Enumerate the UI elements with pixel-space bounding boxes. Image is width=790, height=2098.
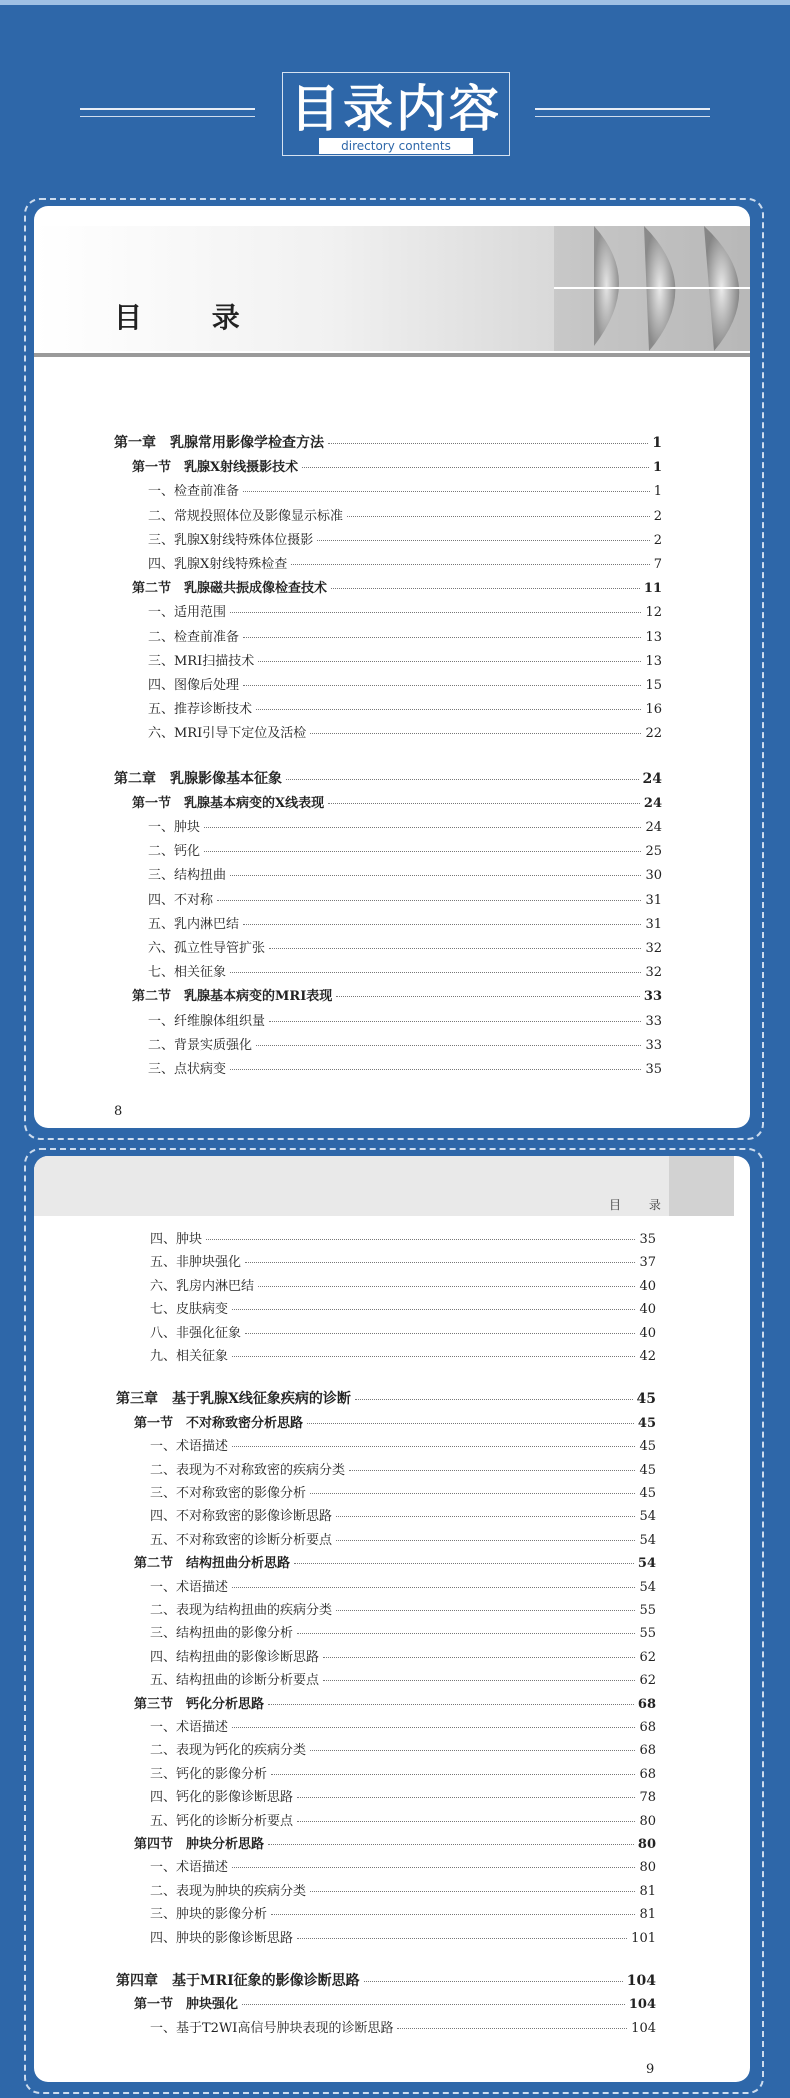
toc-page-number: 31: [645, 892, 662, 908]
toc-leader-dots: [331, 588, 640, 589]
toc-page-number: 54: [639, 1579, 656, 1595]
toc-item: [150, 1228, 656, 1247]
toc-leader-dots: [271, 1914, 635, 1915]
toc-label: 第一节 肿块强化: [134, 1997, 239, 2013]
toc-label: 第三节 钙化分析思路: [134, 1696, 265, 1712]
toc-leader-dots: [243, 637, 641, 638]
toc-label: 二、检查前准备: [148, 629, 240, 645]
toc-leader-dots: [230, 612, 641, 613]
toc-label: 八、非强化征象: [150, 1325, 242, 1341]
toc-page-number: 55: [639, 1626, 656, 1642]
toc-leader-dots: [336, 1540, 635, 1541]
toc-leader-dots: [336, 996, 640, 997]
page2-number: 9: [646, 2062, 655, 2077]
toc-item: [148, 722, 662, 741]
toc-label: 四、肿块的影像诊断思路: [150, 1930, 294, 1946]
toc-label: 四、肿块: [150, 1232, 203, 1247]
toc-leader-dots: [317, 540, 649, 541]
toc-leader-dots: [347, 516, 650, 517]
toc-section: [134, 1993, 656, 2012]
banner-subtitle: directory contents: [319, 138, 473, 154]
banner-title: 目录内容: [290, 80, 502, 138]
toc-page-number: 40: [639, 1325, 656, 1341]
toc-leader-dots: [310, 733, 641, 734]
page2-header-tab: [669, 1156, 734, 1216]
toc-page-number: 30: [645, 868, 662, 884]
toc-label: 二、表现为结构扭曲的疾病分类: [150, 1603, 333, 1618]
toc-leader-dots: [243, 491, 650, 492]
toc-label: 第一章 乳腺常用影像学检查方法: [114, 435, 324, 451]
toc-page-number: 35: [645, 1062, 662, 1077]
toc-label: 三、钙化的影像分析: [150, 1766, 268, 1782]
toc-chapter: [116, 1970, 656, 1990]
toc-leader-dots: [297, 1633, 635, 1634]
toc-page-number: 104: [628, 1997, 656, 2013]
toc-item: [148, 553, 662, 572]
toc-leader-dots: [256, 1045, 641, 1046]
toc-section: [134, 1552, 656, 1571]
toc-label: 第一节 乳腺X射线摄影技术: [132, 460, 299, 476]
toc-page-number: 24: [642, 770, 662, 787]
toc-label: 二、表现为钙化的疾病分类: [150, 1743, 307, 1759]
toc-page-number: 55: [639, 1603, 656, 1618]
toc-item: [148, 1034, 662, 1053]
toc-label: 五、乳内淋巴结: [148, 916, 240, 932]
toc-page-number: 7: [653, 557, 662, 572]
toc-page-number: 35: [639, 1232, 656, 1247]
toc-section: [134, 1833, 656, 1852]
toc-item: [150, 1576, 656, 1595]
toc-leader-dots: [269, 1021, 641, 1022]
toc-leader-dots: [256, 709, 641, 710]
toc-page-number: 81: [639, 1883, 656, 1899]
toc-leader-dots: [302, 467, 649, 468]
toc-label: 二、背景实质强化: [148, 1037, 253, 1053]
toc-leader-dots: [364, 1981, 623, 1982]
toc-page-number: 54: [639, 1509, 656, 1525]
toc-label: 第四节 肿块分析思路: [134, 1837, 265, 1852]
toc-section: [134, 1412, 656, 1431]
toc-leader-dots: [355, 1399, 633, 1400]
toc-section: [132, 985, 662, 1004]
toc-page-number: 81: [639, 1907, 656, 1923]
toc-label: 四、不对称: [148, 892, 214, 908]
toc-leader-dots: [232, 1587, 635, 1588]
toc-leader-dots: [204, 827, 641, 828]
toc-leader-dots: [243, 685, 641, 686]
toc-label: 一、检查前准备: [148, 484, 240, 500]
toc-leader-dots: [269, 948, 641, 949]
toc-page-number: 24: [645, 820, 662, 835]
toc-leader-dots: [291, 564, 649, 565]
toc-page-number: 40: [639, 1278, 656, 1294]
toc-page-number: 54: [639, 1532, 656, 1548]
toc-item: [148, 913, 662, 932]
toc-label: 六、孤立性导管扩张: [148, 941, 266, 956]
toc-label: 一、肿块: [148, 820, 201, 835]
toc-chapter: [114, 432, 662, 452]
toc-page-number: 1: [653, 484, 662, 500]
toc-leader-dots: [204, 851, 641, 852]
toc-page-number: 13: [645, 629, 662, 645]
mammogram-image: [554, 226, 750, 351]
toc-leader-dots: [232, 1727, 635, 1728]
toc-leader-dots: [232, 1309, 635, 1310]
toc-page-number: 45: [639, 1462, 656, 1478]
toc-label: 第一节 不对称致密分析思路: [134, 1415, 304, 1431]
toc-page-number: 13: [645, 653, 662, 669]
toc-label: 一、基于T2WI高信号肿块表现的诊断思路: [150, 2020, 394, 2036]
banner: [0, 0, 790, 190]
toc-page-number: 24: [643, 795, 662, 811]
toc-leader-dots: [258, 661, 641, 662]
toc-page-number: 33: [643, 989, 662, 1005]
toc-item: [150, 1529, 656, 1548]
page1-card: [34, 206, 750, 1128]
banner-rule-left: [80, 108, 255, 110]
toc-page-number: 68: [639, 1743, 656, 1759]
toc-label: 三、不对称致密的影像分析: [150, 1486, 307, 1501]
toc-label: 二、表现为肿块的疾病分类: [150, 1883, 307, 1899]
toc-page-number: 62: [639, 1649, 656, 1665]
toc-page-number: 33: [645, 1037, 662, 1053]
toc-leader-dots: [245, 1262, 635, 1263]
toc-label: 六、乳房内淋巴结: [150, 1278, 255, 1294]
toc-leader-dots: [243, 924, 641, 925]
toc-item: [148, 864, 662, 883]
toc-label: 第三章 基于乳腺X线征象疾病的诊断: [116, 1391, 351, 1408]
toc-leader-dots: [294, 1563, 634, 1564]
toc-label: 一、适用范围: [148, 605, 227, 621]
toc-page-number: 12: [645, 605, 662, 621]
toc-leader-dots: [328, 443, 648, 444]
toc-label: 九、相关征象: [150, 1349, 229, 1364]
toc-label: 三、结构扭曲的影像分析: [150, 1626, 294, 1642]
toc-label: 一、术语描述: [150, 1860, 229, 1876]
toc-leader-dots: [310, 1891, 635, 1892]
toc-page-number: 25: [645, 844, 662, 860]
toc-page-number: 40: [639, 1302, 656, 1318]
toc-section: [134, 1693, 656, 1712]
toc-label: 第二章 乳腺影像基本征象: [114, 770, 282, 787]
toc-leader-dots: [268, 1844, 634, 1845]
toc-item: [150, 2017, 656, 2036]
toc-item: [148, 937, 662, 956]
toc-item: [148, 601, 662, 620]
toc-item: [150, 1599, 656, 1618]
banner-rule-right-thin: [535, 116, 710, 117]
page2-card: [34, 1156, 750, 2082]
toc-page-number: 68: [637, 1696, 656, 1712]
toc-label: 第二节 乳腺磁共振成像检查技术: [132, 581, 328, 597]
toc-leader-dots: [245, 1333, 635, 1334]
toc-item: [150, 1880, 656, 1899]
page1-header-title: 目 录: [114, 301, 270, 334]
toc-page-number: 2: [653, 508, 662, 524]
toc-leader-dots: [217, 900, 641, 901]
toc-label: 二、表现为不对称致密的疾病分类: [150, 1462, 346, 1478]
toc-item: [150, 1298, 656, 1317]
toc-label: 三、肿块的影像分析: [150, 1907, 268, 1923]
toc-label: 一、术语描述: [150, 1439, 229, 1455]
toc-label: 五、结构扭曲的诊断分析要点: [150, 1673, 320, 1689]
toc-leader-dots: [310, 1493, 635, 1494]
toc-section: [132, 792, 662, 811]
toc-leader-dots: [242, 2004, 625, 2005]
toc-leader-dots: [297, 1821, 635, 1822]
toc-leader-dots: [230, 1069, 641, 1070]
toc-page-number: 32: [645, 941, 662, 956]
toc-item: [150, 1927, 656, 1946]
toc-leader-dots: [206, 1239, 635, 1240]
toc-leader-dots: [297, 1797, 635, 1798]
toc-item: [148, 961, 662, 980]
toc-leader-dots: [286, 779, 639, 780]
toc-label: 四、结构扭曲的影像诊断思路: [150, 1649, 320, 1665]
toc-page-number: 80: [639, 1813, 656, 1829]
toc-item: [150, 1251, 656, 1270]
toc-label: 一、术语描述: [150, 1720, 229, 1735]
toc-section: [132, 577, 662, 596]
toc-item: [150, 1810, 656, 1829]
toc-label: 五、推荐诊断技术: [148, 702, 253, 718]
toc-leader-dots: [232, 1446, 635, 1447]
toc-item: [148, 698, 662, 717]
toc-page-number: 2: [653, 532, 662, 548]
toc-item: [150, 1275, 656, 1294]
toc-label: 五、非肿块强化: [150, 1255, 242, 1271]
toc-page-number: 1: [652, 435, 662, 451]
toc-item: [150, 1786, 656, 1805]
toc-leader-dots: [271, 1774, 635, 1775]
toc-item: [148, 889, 662, 908]
toc-page-number: 68: [639, 1720, 656, 1735]
toc-label: 七、相关征象: [148, 965, 227, 981]
page1-header-line: [34, 353, 750, 357]
toc-item: [148, 626, 662, 645]
toc-leader-dots: [336, 1516, 635, 1517]
toc-label: 五、不对称致密的诊断分析要点: [150, 1532, 333, 1548]
toc-label: 五、钙化的诊断分析要点: [150, 1813, 294, 1829]
toc-label: 二、钙化: [148, 844, 201, 860]
toc-page-number: 45: [636, 1391, 656, 1408]
toc-item: [150, 1646, 656, 1665]
toc-page-number: 42: [639, 1349, 656, 1364]
toc-leader-dots: [230, 972, 641, 973]
toc-leader-dots: [336, 1610, 635, 1611]
toc-page-number: 78: [639, 1790, 656, 1806]
banner-rule-right: [535, 108, 710, 110]
banner-rule-left-thin: [80, 116, 255, 117]
toc-page-number: 1: [652, 460, 662, 476]
toc-label: 四、乳腺X射线特殊检查: [148, 557, 288, 572]
toc-item: [148, 816, 662, 835]
toc-label: 第一节 乳腺基本病变的X线表现: [132, 795, 325, 811]
toc-page-number: 31: [645, 916, 662, 932]
toc-page-number: 11: [643, 581, 662, 597]
toc-label: 四、图像后处理: [148, 678, 240, 693]
toc-page-number: 68: [639, 1766, 656, 1782]
toc-label: 三、点状病变: [148, 1062, 227, 1077]
toc-item: [150, 1622, 656, 1641]
toc-item: [150, 1435, 656, 1454]
toc-page-number: 101: [631, 1930, 656, 1946]
toc-item: [148, 529, 662, 548]
toc-item: [148, 1010, 662, 1029]
toc-item: [150, 1856, 656, 1875]
toc-label: 一、术语描述: [150, 1579, 229, 1595]
toc-item: [148, 1058, 662, 1077]
toc-leader-dots: [232, 1356, 635, 1357]
toc-label: 六、MRI引导下定位及活检: [148, 726, 307, 742]
toc-label: 二、常规投照体位及影像显示标准: [148, 508, 344, 524]
toc-label: 第二节 结构扭曲分析思路: [134, 1556, 291, 1572]
toc-leader-dots: [349, 1470, 635, 1471]
toc-item: [150, 1482, 656, 1501]
toc-chapter: [116, 1388, 656, 1408]
toc-leader-dots: [323, 1680, 635, 1681]
banner-title-box: [282, 72, 510, 156]
toc-item: [150, 1716, 656, 1735]
toc-item: [148, 480, 662, 499]
toc-page-number: 22: [645, 726, 662, 742]
toc-page-number: 33: [645, 1013, 662, 1029]
toc-label: 第四章 基于MRI征象的影像诊断思路: [116, 1973, 360, 1989]
toc-item: [150, 1903, 656, 1922]
page1-number: 8: [114, 1104, 123, 1119]
toc-item: [148, 840, 662, 859]
page2-header-title: 目 录: [609, 1198, 673, 1212]
toc-page-number: 16: [645, 702, 662, 718]
toc-leader-dots: [310, 1750, 635, 1751]
toc-page-number: 15: [645, 678, 662, 693]
toc-label: 四、钙化的影像诊断思路: [150, 1790, 294, 1806]
toc-leader-dots: [230, 875, 641, 876]
toc-leader-dots: [397, 2028, 627, 2029]
toc-leader-dots: [328, 803, 640, 804]
toc-leader-dots: [268, 1704, 634, 1705]
toc-item: [150, 1345, 656, 1364]
toc-item: [150, 1669, 656, 1688]
toc-label: 三、乳腺X射线特殊体位摄影: [148, 532, 314, 548]
toc-label: 四、不对称致密的影像诊断思路: [150, 1509, 333, 1525]
toc-item: [150, 1322, 656, 1341]
toc-page-number: 80: [637, 1837, 656, 1852]
toc-page-number: 37: [639, 1255, 656, 1271]
toc-item: [150, 1459, 656, 1478]
toc-item: [150, 1739, 656, 1758]
toc-label: 第二节 乳腺基本病变的MRI表现: [132, 989, 333, 1005]
toc-leader-dots: [323, 1657, 635, 1658]
toc-page-number: 45: [637, 1415, 656, 1431]
toc-item: [148, 650, 662, 669]
toc-item: [148, 505, 662, 524]
toc-label: 三、结构扭曲: [148, 868, 227, 884]
toc-page-number: 54: [637, 1556, 656, 1572]
toc-leader-dots: [297, 1938, 627, 1939]
toc-item: [150, 1505, 656, 1524]
toc-leader-dots: [232, 1867, 635, 1868]
toc-page-number: 45: [639, 1486, 656, 1501]
toc-page-number: 104: [631, 2020, 656, 2036]
toc-leader-dots: [307, 1423, 634, 1424]
toc-label: 七、皮肤病变: [150, 1302, 229, 1318]
toc-section: [132, 456, 662, 475]
toc-chapter: [114, 768, 662, 788]
toc-label: 一、纤维腺体组织量: [148, 1013, 266, 1029]
toc-page-number: 80: [639, 1860, 656, 1876]
toc-item: [150, 1763, 656, 1782]
toc-page-number: 45: [639, 1439, 656, 1455]
toc-page-number: 32: [645, 965, 662, 981]
toc-page-number: 62: [639, 1673, 656, 1689]
toc-page-number: 104: [626, 1973, 656, 1989]
toc-item: [148, 674, 662, 693]
toc-leader-dots: [258, 1286, 635, 1287]
toc-label: 三、MRI扫描技术: [148, 653, 255, 669]
